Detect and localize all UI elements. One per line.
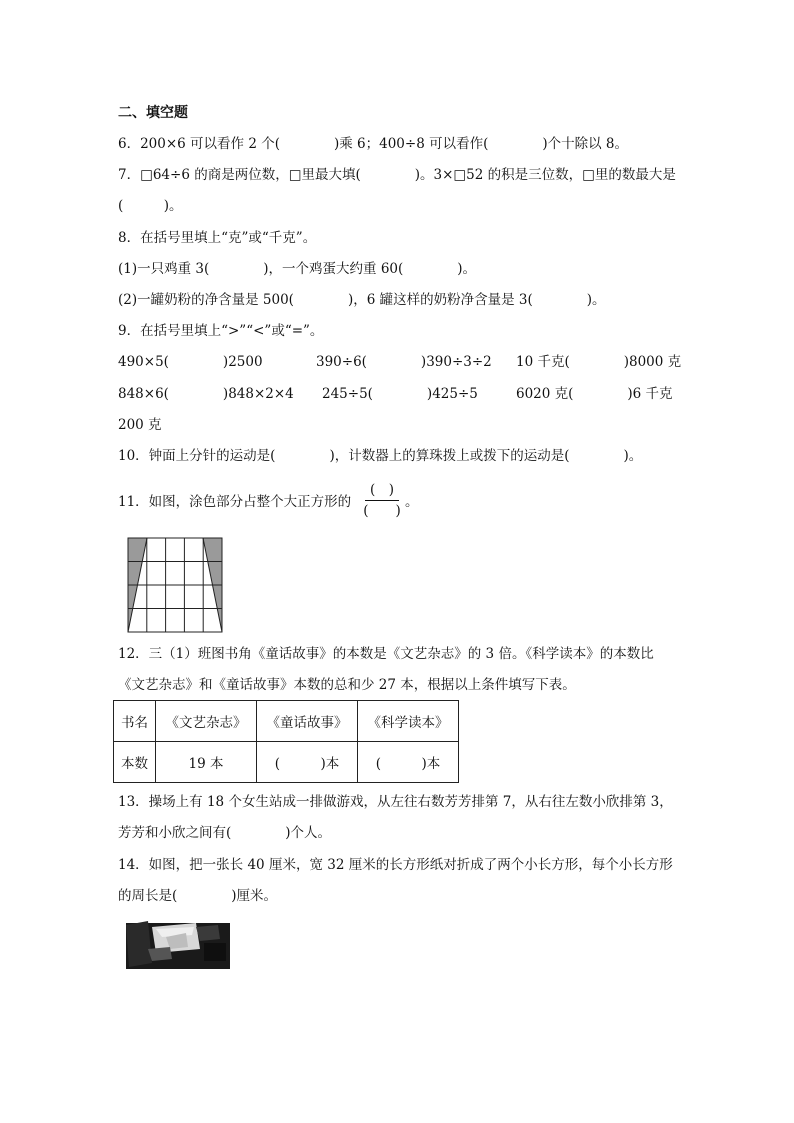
question-9-item-b: 390÷6( )390÷3÷2 — [316, 354, 492, 370]
question-14-line1: 14．如图，把一张长 40 厘米，宽 32 厘米的长方形纸对折成了两个小长方形，每个小长方形 — [118, 857, 673, 873]
question-13-line1: 13．操场上有 18 个女生站成一排做游戏，从左往右数芳芳排第 7，从右往左数小欣排第 3， — [118, 794, 673, 810]
table-cell: ( )本 — [358, 742, 459, 783]
fraction-numerator: ( ) — [369, 482, 395, 498]
fraction-bar — [365, 500, 399, 501]
question-10: 10．钟面上分针的运动是( )，计数器上的算珠拨上或拨下的运动是( )。 — [118, 448, 643, 464]
table-header-cell: 《科学读本》 — [358, 701, 459, 742]
table-cell: 19 本 — [156, 742, 257, 783]
table-cell: ( )本 — [257, 742, 358, 783]
books-table — [113, 700, 459, 783]
table-row — [114, 701, 459, 742]
question-9-item-c: 10 千克( )8000 克 — [516, 354, 682, 370]
question-8-item1: (1)一只鸡重 3( )，一个鸡蛋大约重 60( )。 — [118, 261, 477, 277]
question-8-title: 8．在括号里填上“克”或“千克”。 — [118, 230, 317, 246]
question-12-line2: 《文艺杂志》和《童话故事》本数的总和少 27 本，根据以上条件填写下表。 — [118, 677, 576, 693]
question-7-line2: ( )。 — [118, 198, 183, 214]
question-11: 11．如图，涂色部分占整个大正方形的 — [118, 494, 352, 510]
folded-paper-photo — [126, 919, 230, 969]
table-row — [114, 742, 459, 783]
question-12-line1: 12．三（1）班图书角《童话故事》的本数是《文艺杂志》的 3 倍。《科学读本》的本数比 — [118, 646, 654, 662]
question-9-item-e: 245÷5( )425÷5 — [322, 386, 478, 402]
fraction-denominator: ( ) — [363, 503, 401, 519]
question-14-line2: 的周长是( )厘米。 — [118, 888, 278, 904]
question-9-title: 9．在括号里填上“>”“<”或“=”。 — [118, 323, 324, 339]
question-9-item-a: 490×5( )2500 — [118, 354, 263, 370]
fraction-blank — [361, 481, 403, 521]
table-header-cell: 书名 — [114, 701, 156, 742]
grid-figure — [127, 537, 223, 633]
table-header-cell: 《文艺杂志》 — [156, 701, 257, 742]
table-cell: 本数 — [114, 742, 156, 783]
question-13-line2: 芳芳和小欣之间有( )个人。 — [118, 825, 332, 841]
question-9-wrap: 200 克 — [118, 417, 162, 433]
question-9-item-d: 848×6( )848×2×4 — [118, 386, 294, 402]
question-7-line1: 7．□64÷6 的商是两位数，□里最大填( )。3×□52 的积是三位数，□里的数最大是 — [118, 167, 676, 183]
question-8-item2: (2)一罐奶粉的净含量是 500( )，6 罐这样的奶粉净含量是 3( )。 — [118, 292, 606, 308]
question-9-item-f: 6020 克( )6 千克 — [516, 386, 673, 402]
question-6: 6．200×6 可以看作 2 个( )乘 6；400÷8 可以看作( )个十除以 8。 — [118, 136, 629, 152]
table-header-cell: 《童话故事》 — [257, 701, 358, 742]
section-title: 二、填空题 — [118, 105, 188, 121]
question-11-end: 。 — [405, 494, 419, 510]
